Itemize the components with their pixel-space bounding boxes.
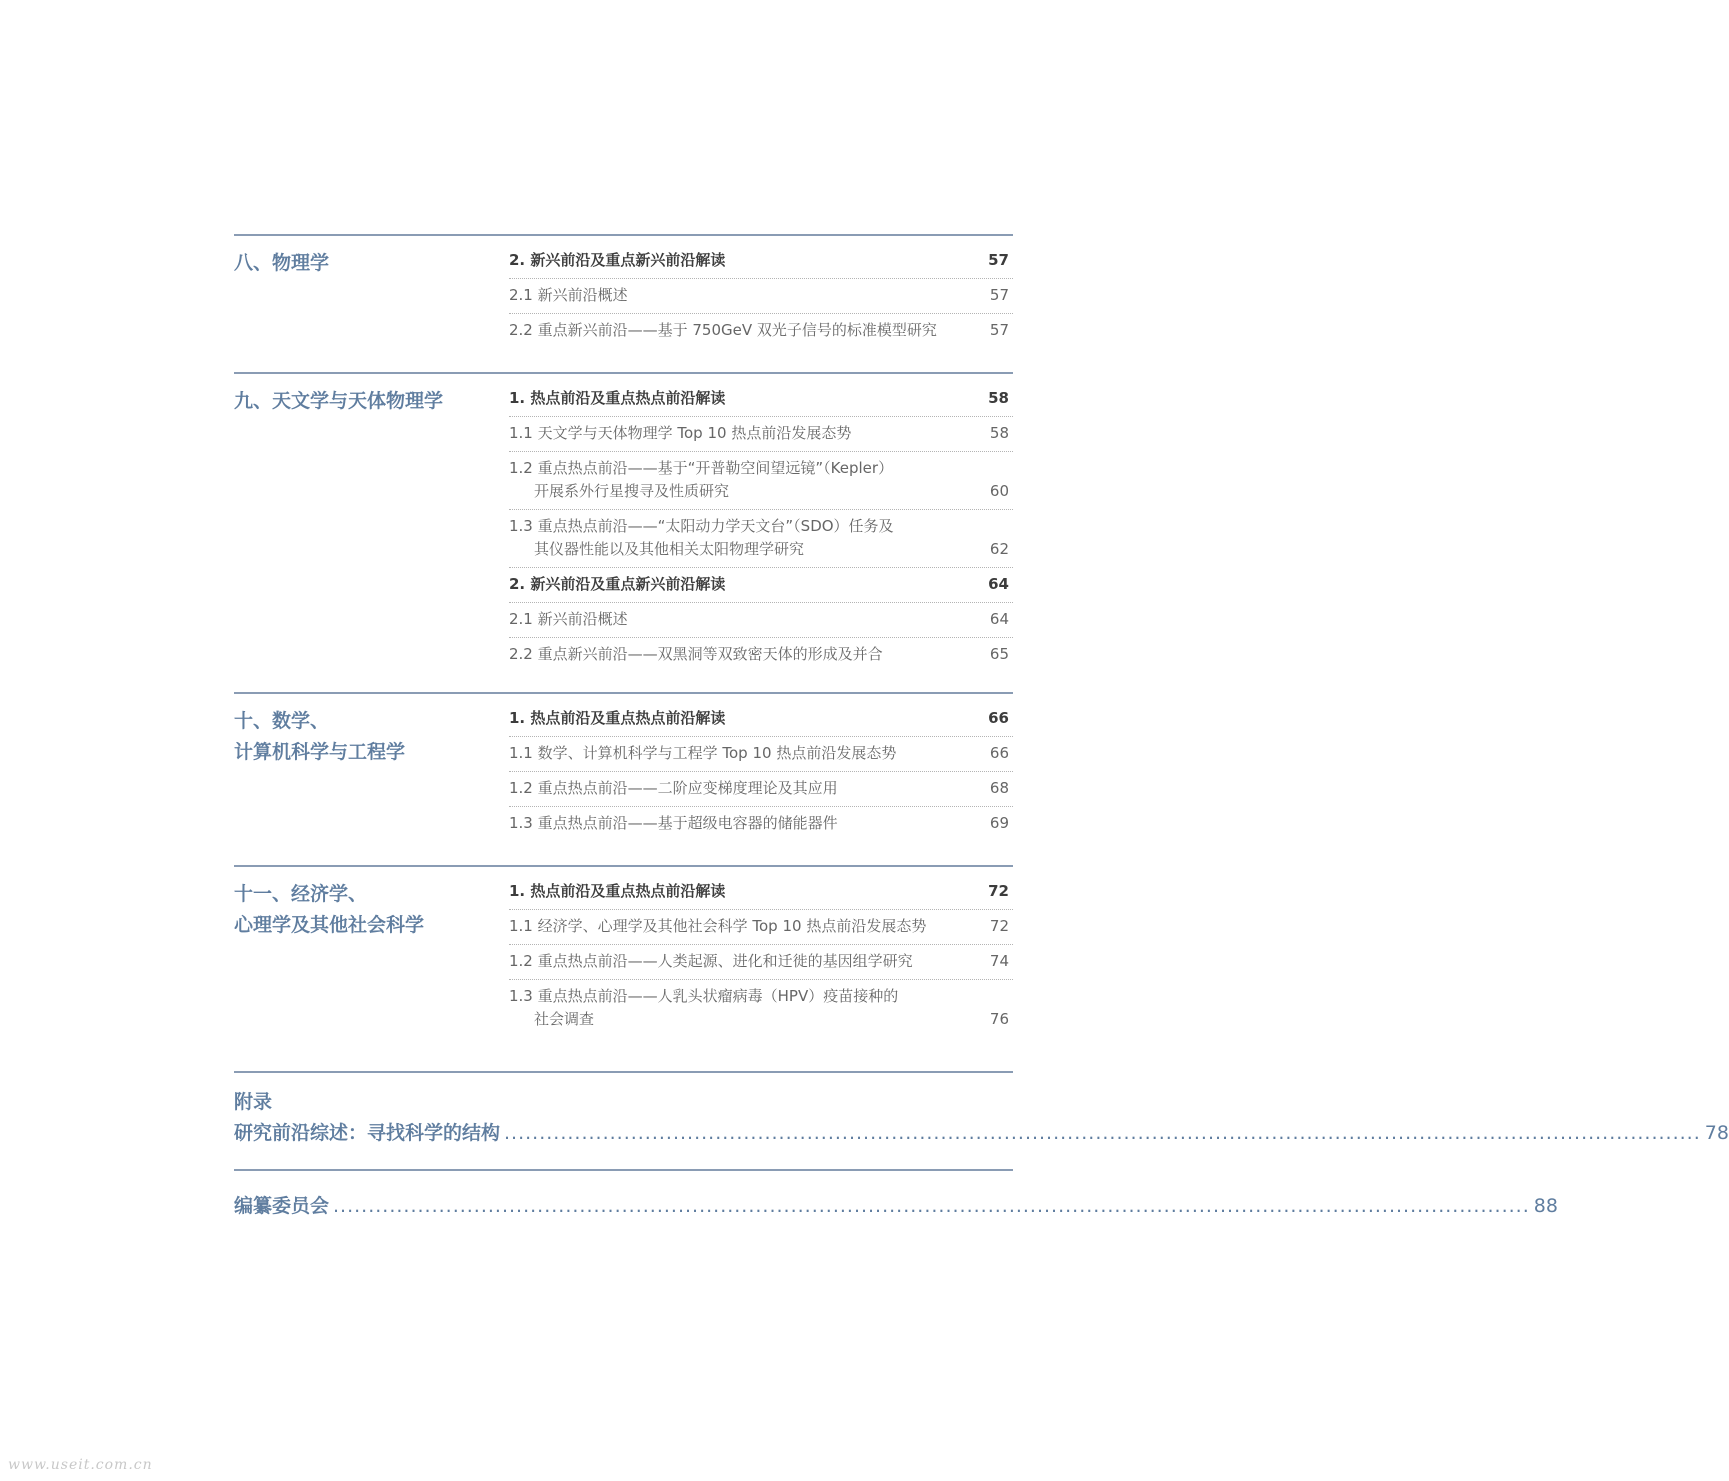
dot-leader: .......................................................................................................................................................................... (333, 1195, 1530, 1217)
section-title-line: 计算机科学与工程学 (234, 741, 406, 763)
toc-entry-page: 57 (988, 251, 1009, 269)
toc-entry[interactable] (509, 603, 1013, 638)
toc-entry[interactable] (509, 772, 1013, 807)
toc-entry-title (509, 573, 969, 596)
toc-entry-title (509, 812, 969, 835)
toc-entry-page: 66 (989, 744, 1009, 762)
appendix-entry-title: 研究前沿综述：寻找科学的结构 (234, 1122, 501, 1144)
dot-leader: .......................................................................................................................................................................... (504, 1122, 1701, 1144)
toc-entry-text: 1.1 数学、计算机科学与工程学 Top 10 热点前沿发展态势 (509, 744, 897, 762)
toc-entry-title (509, 707, 969, 730)
toc-entry-text: 2.2 重点新兴前沿——基于 750GeV 双光子信号的标准模型研究 (509, 321, 937, 339)
section-title (234, 248, 494, 279)
appendix-label: 附录 (234, 1091, 273, 1113)
toc-entry-title (509, 457, 969, 503)
toc-entry-page: 74 (989, 952, 1009, 970)
toc-entry-page: 64 (988, 575, 1009, 593)
toc-entry[interactable] (509, 980, 1013, 1037)
section-title-line: 九、天文学与天体物理学 (234, 390, 444, 412)
committee-entry-title: 编纂委员会 (234, 1195, 330, 1217)
toc-entry-page: 72 (988, 882, 1009, 900)
toc-entry-page: 62 (989, 540, 1009, 558)
section-title-line: 八、物理学 (234, 252, 330, 274)
toc-entry-text: 1.3 重点热点前沿——基于超级电容器的储能器件 (509, 814, 838, 832)
toc-entry-title (509, 950, 969, 973)
toc-entry[interactable] (509, 807, 1013, 841)
toc-entry[interactable] (509, 314, 1013, 348)
toc-entry-title (509, 319, 969, 342)
toc-entry-title (509, 742, 969, 765)
toc-sections (234, 234, 1013, 1053)
toc-entry-text: 1. 热点前沿及重点热点前沿解读 (509, 709, 726, 727)
appendix-block (234, 1071, 1729, 1149)
toc-entry-page: 69 (989, 814, 1009, 832)
toc-entry-page: 65 (989, 645, 1009, 663)
toc-entry-text: 2.2 重点新兴前沿——双黑洞等双致密天体的形成及并合 (509, 645, 883, 663)
toc-entry-text-continued: 社会调查 (534, 1010, 595, 1028)
toc-entry-text: 1. 热点前沿及重点热点前沿解读 (509, 882, 726, 900)
toc-entry[interactable] (509, 244, 1013, 279)
section-entries (509, 694, 1013, 841)
appendix-entry-page: 78 (1704, 1122, 1729, 1144)
section-title (234, 386, 494, 417)
toc-entry[interactable] (509, 568, 1013, 603)
toc-entry[interactable] (509, 382, 1013, 417)
toc-entry-title (509, 422, 969, 445)
toc-entry-title (509, 515, 969, 561)
section-title (234, 706, 494, 768)
toc-entry-text: 1.1 天文学与天体物理学 Top 10 热点前沿发展态势 (509, 424, 852, 442)
toc-entry-title (509, 880, 969, 903)
toc-section (234, 234, 1013, 372)
section-title-line: 十、数学、 (234, 710, 330, 732)
section-entries (509, 374, 1013, 672)
toc-entry-page: 72 (989, 917, 1009, 935)
table-of-contents (234, 234, 1729, 1222)
toc-entry-text: 1.3 重点热点前沿——人乳头状瘤病毒（HPV）疫苗接种的 (509, 987, 899, 1005)
toc-entry[interactable] (509, 279, 1013, 314)
section-title (234, 879, 494, 941)
toc-entry[interactable] (509, 510, 1013, 568)
toc-entry-title (509, 608, 969, 631)
toc-entry[interactable] (509, 638, 1013, 672)
section-title-line: 心理学及其他社会科学 (234, 914, 425, 936)
toc-entry-text-continued: 其仪器性能以及其他相关太阳物理学研究 (534, 540, 805, 558)
toc-entry-page: 57 (989, 286, 1009, 304)
toc-entry[interactable] (509, 875, 1013, 910)
toc-entry-text: 1. 热点前沿及重点热点前沿解读 (509, 389, 726, 407)
toc-entry-page: 57 (989, 321, 1009, 339)
toc-entry-title (509, 387, 969, 410)
section-title-line: 十一、经济学、 (234, 883, 368, 905)
toc-entry-text: 2. 新兴前沿及重点新兴前沿解读 (509, 251, 726, 269)
toc-entry-title (509, 249, 969, 272)
toc-entry-text: 2. 新兴前沿及重点新兴前沿解读 (509, 575, 726, 593)
toc-entry-text: 1.2 重点热点前沿——基于“开普勒空间望远镜”（Kepler） (509, 459, 894, 477)
toc-entry-title (509, 985, 969, 1031)
toc-entry-text: 2.1 新兴前沿概述 (509, 610, 628, 628)
toc-section (234, 692, 1013, 865)
toc-entry-page: 66 (988, 709, 1009, 727)
toc-entry-text: 1.2 重点热点前沿——人类起源、进化和迁徙的基因组学研究 (509, 952, 913, 970)
committee-entry[interactable] (234, 1191, 1558, 1222)
watermark: www.useit.com.cn (8, 1457, 153, 1473)
toc-entry-page: 68 (989, 779, 1009, 797)
toc-entry-text: 1.1 经济学、心理学及其他社会科学 Top 10 热点前沿发展态势 (509, 917, 927, 935)
toc-entry[interactable] (509, 910, 1013, 945)
toc-entry[interactable] (509, 737, 1013, 772)
toc-entry-page: 58 (988, 389, 1009, 407)
toc-entry[interactable] (509, 417, 1013, 452)
toc-entry-page: 58 (989, 424, 1009, 442)
toc-entry-title (509, 643, 969, 666)
toc-entry[interactable] (509, 452, 1013, 510)
toc-entry-title (509, 284, 969, 307)
toc-entry-text: 1.2 重点热点前沿——二阶应变梯度理论及其应用 (509, 779, 838, 797)
toc-entry-page: 60 (989, 482, 1009, 500)
toc-entry-text: 2.1 新兴前沿概述 (509, 286, 628, 304)
section-entries (509, 867, 1013, 1037)
toc-entry-title (509, 777, 969, 800)
toc-entry-page: 76 (989, 1010, 1009, 1028)
toc-entry[interactable] (509, 702, 1013, 737)
committee-entry-page: 88 (1533, 1195, 1558, 1217)
toc-entry-page: 64 (989, 610, 1009, 628)
section-entries (509, 236, 1013, 348)
toc-entry-title (509, 915, 969, 938)
toc-entry-text-continued: 开展系外行星搜寻及性质研究 (534, 482, 730, 500)
toc-section (234, 372, 1013, 692)
toc-section (234, 865, 1013, 1053)
toc-entry-text: 1.3 重点热点前沿——“太阳动力学天文台”（SDO）任务及 (509, 517, 894, 535)
committee-block (234, 1169, 1558, 1222)
toc-entry[interactable] (509, 945, 1013, 980)
appendix-entry[interactable] (234, 1118, 1729, 1149)
